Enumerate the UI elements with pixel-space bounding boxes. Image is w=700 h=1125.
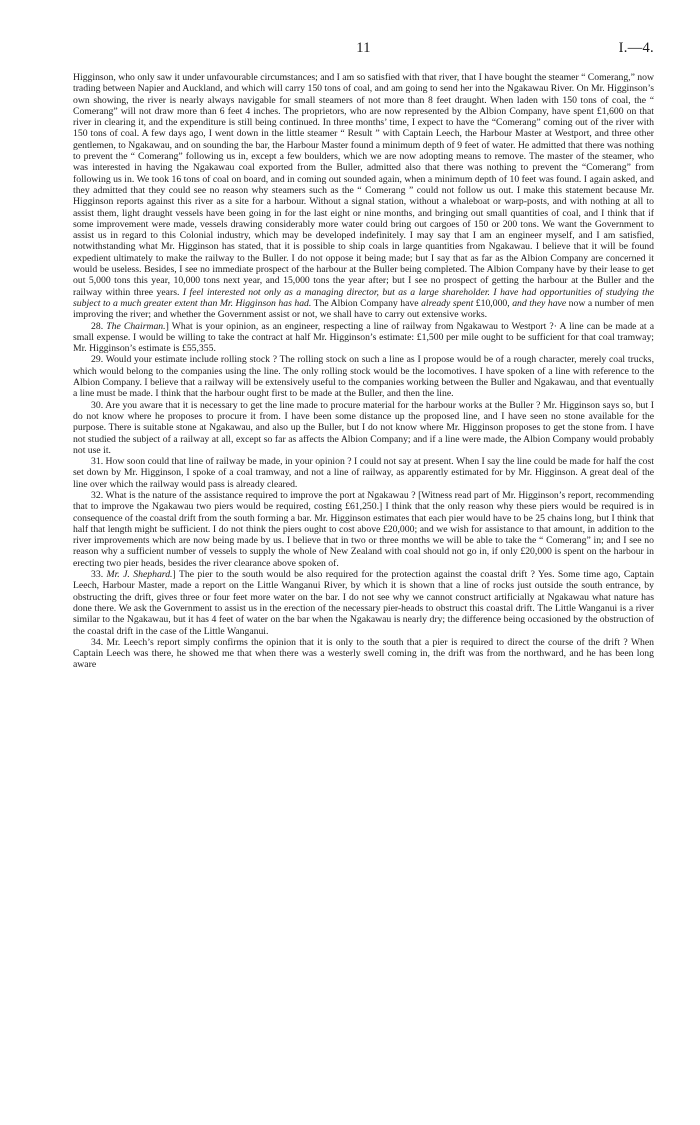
paragraph	[73, 456, 654, 490]
text-run: 28.	[91, 320, 107, 332]
paragraph	[73, 490, 654, 569]
paragraph	[73, 354, 654, 399]
text-run: 31. How soon could that line of railway be made, in your opinion ? I could not say at present. When I say the line could be made for half the cost set down by Mr. Higginson, I spoke of a coal tramway, and not a line of railway, as apparently estimated for by Mr. Higginson. A great deal of the line over which the railway would pass is already cleared.	[73, 456, 654, 490]
text-run: The Albion Company have	[311, 297, 422, 309]
text-run: ] What is your opinion, as an engineer, respecting a line of railway from Ngakawau to Westport ?· A line can be made at a small expense. I would be willing to take the contract at half Mr. Higginson’s estimate: £1,500 per mile ought to be sufficient for that coal tramway; Mr. Higginson’s estimate is £55,355.	[73, 320, 654, 355]
paragraph	[73, 72, 654, 321]
italic-text: already spent	[421, 297, 474, 309]
text-run: 34. Mr. Leech’s report simply confirms the opinion that it is only to the south that a pier is required to direct the course of the drift ? When Captain Leech was there, he showed me that when there was a westerly swell coming in, the drift was from the northward, and he has been long aware	[73, 636, 654, 671]
text-run: £10,000,	[473, 297, 513, 309]
paragraph	[73, 637, 654, 671]
paragraph	[73, 321, 654, 355]
italic-text: Mr. J. Shephard.	[106, 569, 173, 581]
text-run: 33.	[91, 569, 107, 581]
body-text	[73, 72, 654, 671]
text-run: 29. Would your estimate include rolling stock ? The rolling stock on such a line as I propose would be of a rough character, merely coal trucks, which would belong to the companies using the line. The only rolling stock would be the locomotives. I have spoken of a line with reference to the Albion Company. I believe that a railway will be extensively useful to the companies working between the Buller and Ngakawau, and that eventually a line must be made. I think that the harbour ought first to be made at the Buller, and then the line.	[73, 354, 654, 400]
document-reference: I.—4.	[618, 40, 654, 56]
italic-text: and they have	[512, 297, 567, 309]
paragraph	[73, 400, 654, 456]
text-run: now a number of men improving the river; and whether the Government assist or not, we shall have to carry out extensive works.	[73, 297, 655, 321]
page-number: 11	[356, 40, 371, 56]
text-run: 30. Are you aware that it is necessary to get the line made to procure material for the harbour works at the Buller ? Mr. Higginson says so, but I do not know where he proposes to procure it from. I have been some distance up the proposed line, and I have seen no stone available for the purpose. There is suitable stone at Ngakawau, and also up the Buller, but I do not know where Mr. Higginson proposes to get the stone from. I have not studied the subject of a railway at all, except so far as affects the Albion Company; and if a line were made, the Albion Company would probably not use it.	[73, 399, 654, 456]
page-header	[73, 40, 654, 64]
paragraph	[73, 569, 654, 637]
italic-text: The Chairman.	[106, 320, 166, 332]
italic-text: I feel interested not only as a managing director, but as a large shareholder. I have had opportunities of studying the subject to a much greater extent than Mr. Higginson has had.	[73, 286, 655, 309]
text-run: Higginson, who only saw it under unfavourable circumstances; and I am so satisfied with that river, that I have bought the steamer “ Comerang,” now trading between Napier and Auckland, and which will carry 150 tons of coal, and am going to send her into the Ngakawau River. On Mr. Higginson’s own showing, the river is nearly always navigable for small steamers of not more than 8 feet draught. When laden with 150 tons of coal, the “ Comerang” will not draw more than 6 feet 4 inches. The proprietors, who are now represented by the Albion Company, have spent £1,600 on that river in clearing it, and the expenditure is still being continued. In three months’ time, I expect to have the “Comerang” coming out of the river with 150 tons of coal. A few days ago, I went down in the little steamer “ Result ” with Captain Leech, the Harbour Master at Westport, and three other gentlemen, to Ngakawau, and on sounding the bar, the Harbour Master found a minimum depth of 9 feet of water. He admitted that there was nothing to prevent the “ Comerang” following us in, except a few boulders, which we are now adopting means to remove. The master of the steamer, who was interested in having the Ngakawau coal exported from the Buller, admitted also that there was nothing to prevent the “Comerang” from following us in. We took 16 tons of coal on board, and in coming out sounded again, when a minimum depth of 10 feet was found. I again asked, and they admitted that they could see no reason why steamers such as the “ Comerang ” could not follow us out. I make this statement because Mr. Higginson reports against this river as a site for a harbour. Without a signal station, without a whaleboat or warp-posts, and with nothing at all to assist them, light draught vessels have been going in for the last eight or nine months, and bringing out small quantities of coal, and I think that if some improvement were made, vessels drawing considerably more water could bring out cargoes of 150 or 200 tons. We want the Government to assist us in regard to this Colonial industry, which may be developed indefinitely. I may say that I am an engineer myself, and I am satisfied, notwithstanding what Mr. Higginson has stated, that it is possible to ship coals in large quantities from Ngakawau. I believe that it will be found expedient ultimately to make the railway to the Buller. I do not oppose it being made; but I say that as far as the Albion Company are concerned it would be useless. Besides, I see no immediate prospect of the harbour at the Buller being completed. The Albion Company have by their lease to get out 5,000 tons this year, 10,000 tons next year, and 15,000 tons the year after; but I see no prospect of getting the harbour at the Buller and the railway within three years.	[73, 72, 654, 298]
text-run: ] The pier to the south would be also required for the protection against the coastal drift ? Yes. Some time ago, Captain Leech, Harbour Master, made a report on the Little Wanganui River, by which it is shown that a line of rocks just outside the south entrance, by obstructing the drift, gives three or four feet more water on the bar. I do not see why we cannot construct artificially at Ngakawau what nature has done there. We ask the Government to assist us in the erection of the necessary pier-heads to obstruct this coastal drift. The Little Wanganui is a river similar to the Ngakawau, but it has 4 feet of water on the bar when the Ngakawau is nearly dry; the difference being occasioned by the obstruction of the coastal drift in the case of the Little Wanganui.	[73, 569, 654, 637]
text-run: 32. What is the nature of the assistance required to improve the port at Ngakawau ? [Witness read part of Mr. Higginson’s report, recommending that to improve the Ngakawau two piers would be required, costing £61,250.] I think that the only reason why these piers would be required is in consequence of the coastal drift from the south forming a bar. Mr. Higginson estimates that each pier would have to be 25 chains long, but I think that half that length might be sufficient. I do not think the piers ought to cost above £20,000; and we wish for assistance to that amount, in addition to the river improvements which are now being made by us. I believe that in two or three months we will be able to take the “ Comerang” in; and I see no reason why a sufficient number of vessels to supply the whole of New Zealand with coal should not go in, if only £20,000 is spent on the harbour in erecting two pier heads, besides the river clearance above spoken of.	[73, 489, 654, 569]
